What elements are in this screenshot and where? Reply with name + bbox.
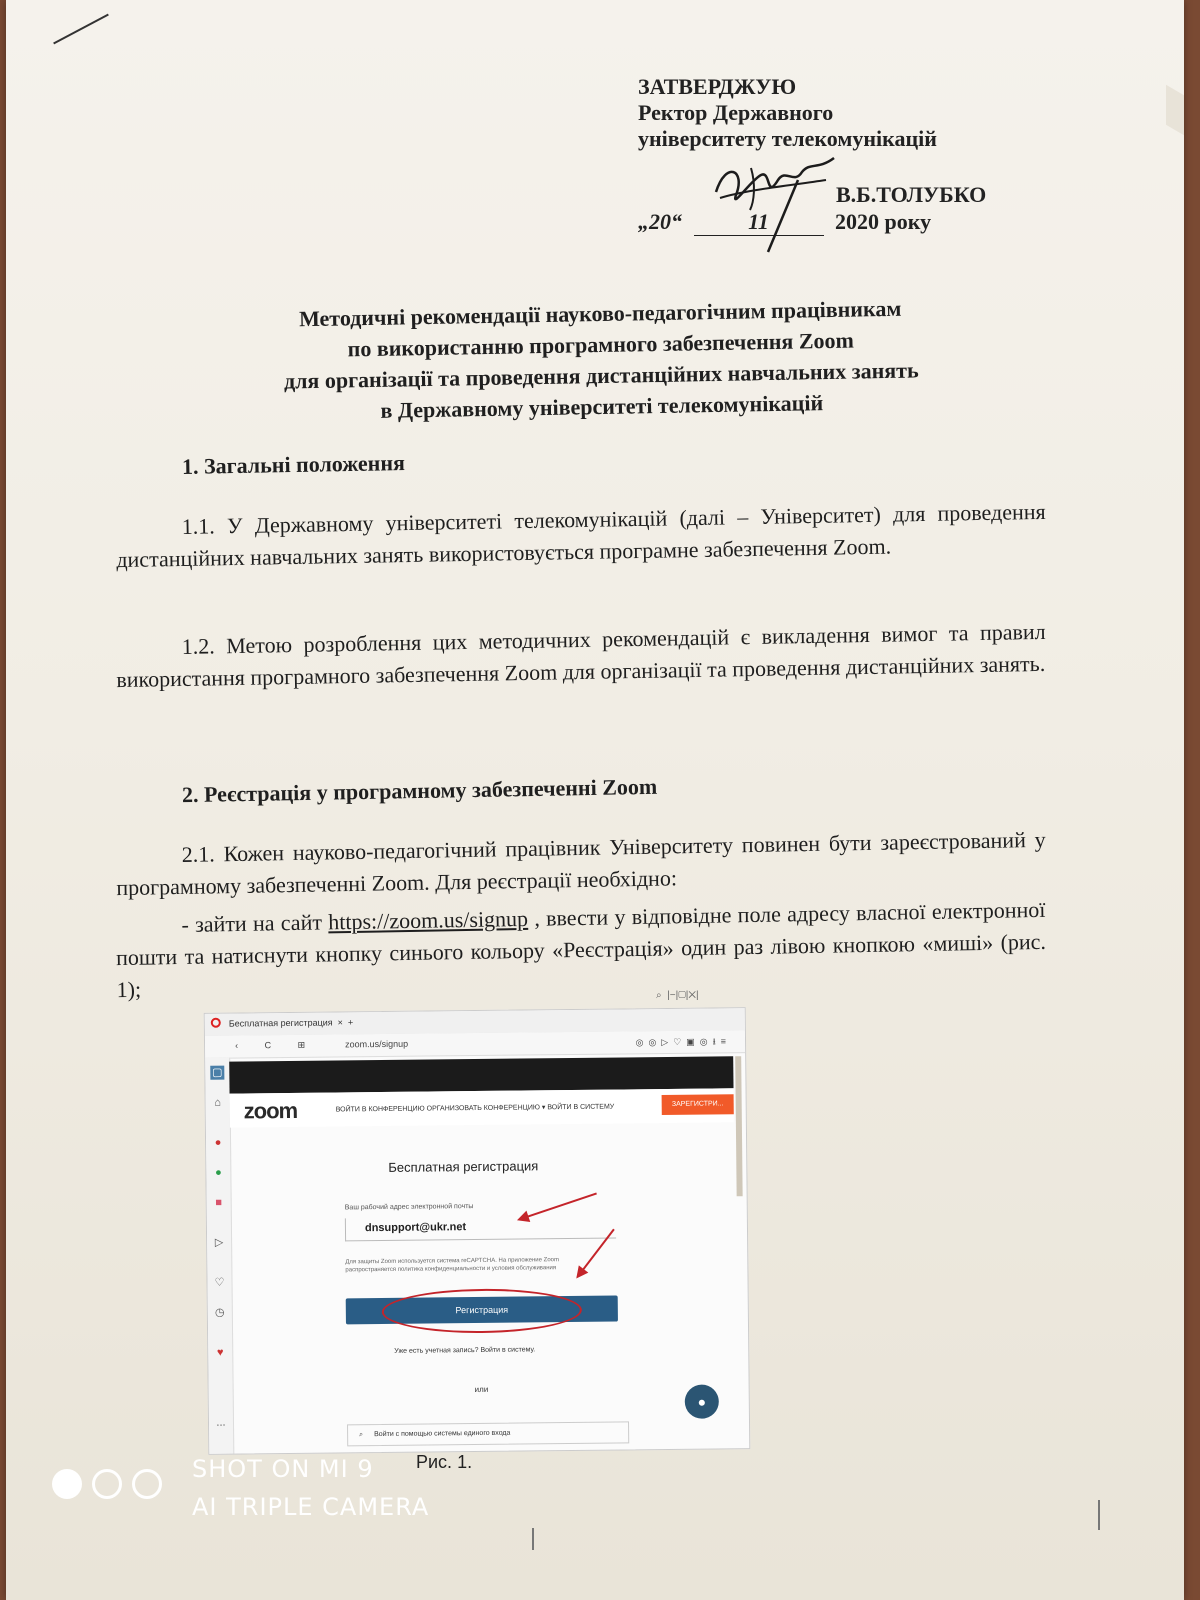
more-icon[interactable]: ... xyxy=(216,1416,226,1429)
chat-bubble-icon[interactable]: ● xyxy=(685,1384,719,1418)
paragraph-1-2 xyxy=(116,616,1047,696)
approval-month: 11 xyxy=(694,209,824,236)
title-line-2: по використанню програмного забезпечення Zoom xyxy=(347,327,855,362)
location-icon[interactable]: ♥ xyxy=(216,1346,224,1359)
signup-link[interactable]: https://zoom.us/signup xyxy=(328,905,529,935)
watermark-line-2: AI TRIPLE CAMERA xyxy=(192,1493,430,1521)
watermark-line-1: SHOT ON MI 9 xyxy=(192,1455,374,1483)
scrollbar[interactable] xyxy=(735,1056,742,1196)
toolbar-icons[interactable]: ◎◎▷♡▣◎⭳≡ xyxy=(635,1036,732,1048)
signature-image xyxy=(706,140,846,260)
camera-dots-icon xyxy=(52,1469,172,1505)
nav-buttons[interactable]: ‹ C ⊞ xyxy=(234,1039,318,1051)
home-icon[interactable]: ⌂ xyxy=(214,1096,222,1109)
form-title: Бесплатная регистрация xyxy=(388,1158,539,1175)
page-mark xyxy=(1098,1500,1100,1530)
highlight-ring xyxy=(382,1288,582,1334)
title-line-4: в Державному університеті телекомунікацій xyxy=(380,390,824,423)
messenger-icon[interactable]: ● xyxy=(214,1136,222,1149)
zoom-top-band xyxy=(229,1056,733,1093)
zoom-header xyxy=(230,1088,734,1127)
paragraph-1-1 xyxy=(116,496,1047,576)
recaptcha-notice: Для защиты Zoom используется система reCAPTCHA. На приложение Zoom распространяется политика конфиденциальности и условия обслуживания xyxy=(345,1257,560,1274)
url-field[interactable]: zoom.us/signup xyxy=(344,1038,409,1050)
bullet-text-start: - зайти на сайт xyxy=(181,909,329,937)
tab-close-icon[interactable]: × xyxy=(337,1017,343,1028)
zoom-signup-button[interactable]: ЗАРЕГИСТРИ... xyxy=(662,1094,734,1115)
pen-mark xyxy=(53,14,109,45)
address-bar xyxy=(205,1030,745,1059)
zoom-logo[interactable]: zoom xyxy=(243,1097,298,1124)
browser-tab-title: Бесплатная регистрация xyxy=(228,1017,333,1029)
history-icon[interactable]: ◷ xyxy=(214,1306,225,1319)
document-title xyxy=(205,291,997,429)
whatsapp-icon[interactable]: ● xyxy=(214,1166,222,1179)
paragraph-2-1 xyxy=(116,824,1047,904)
approval-day: „20“ xyxy=(638,209,682,234)
approval-name: В.Б.ТОЛУБКО xyxy=(836,182,987,207)
send-icon[interactable]: ▷ xyxy=(214,1236,224,1249)
search-icon: ⌕ xyxy=(359,1431,364,1439)
new-tab-icon[interactable]: + xyxy=(347,1017,354,1028)
figure-caption: Рис. 1. xyxy=(416,1452,473,1472)
paragraph-1-1-text: 1.1. У Державному університеті телекомунікацій (далі – Університет) для проведення дистанційних навчальних занять використовується програмне забезпечення Zoom. xyxy=(116,498,1046,573)
page-mark xyxy=(532,1528,534,1550)
paragraph-2-1-bullet xyxy=(115,894,1047,1006)
approval-position: Ректор Державного xyxy=(638,100,834,125)
section-2-heading: 2. Реєстрація у програмному забезпеченні Zoom xyxy=(181,773,658,808)
heart-icon[interactable]: ♡ xyxy=(214,1276,225,1289)
or-divider: или xyxy=(474,1384,489,1395)
email-label: Ваш рабочий адрес электронной почты xyxy=(344,1203,474,1212)
figure-screenshot xyxy=(204,1007,751,1455)
approval-organization: університету телекомунікацій xyxy=(638,126,937,151)
sso-button[interactable] xyxy=(347,1421,629,1446)
sso-label: Войти с помощью системы единого входа xyxy=(374,1429,511,1439)
title-line-1: Методичні рекомендації науково-педагогічним працівникам xyxy=(298,295,902,332)
email-value: dnsupport@ukr.net xyxy=(364,1221,467,1235)
approval-year: 2020 року xyxy=(835,209,932,234)
paper-corner xyxy=(1166,85,1184,135)
workspace-icon[interactable]: ▢ xyxy=(212,1066,223,1079)
register-button[interactable]: Регистрация xyxy=(346,1296,618,1325)
existing-account-link[interactable]: Уже есть учетная запись? Войти в систему. xyxy=(394,1346,536,1355)
opera-logo-icon xyxy=(211,1018,221,1028)
browser-tab[interactable] xyxy=(229,1017,353,1028)
instagram-icon[interactable]: ■ xyxy=(215,1196,223,1209)
approval-heading: ЗАТВЕРДЖУЮ xyxy=(638,74,797,99)
bullet-text-end: , ввести у відповідне поле адресу власної електронної пошти та натиснути кнопку синього кольору «Реєстрація» один раз лівою кнопкою «миші» (рис. 1); xyxy=(115,896,1047,1003)
window-control-icons: ⌕ |−|▢|✕| xyxy=(656,990,699,1001)
document-page xyxy=(6,0,1184,1600)
title-line-3: для організації та проведення дистанційних навчальних занять xyxy=(283,357,919,394)
paragraph-1-2-text: 1.2. Метою розроблення цих методичних рекомендацій є викладення вимог та правил використання програмного забезпечення Zoom для організації та проведення дистанційних занять. xyxy=(116,618,1046,693)
paragraph-2-1-text: 2.1. Кожен науково-педагогічний працівник Університету повинен бути зареєстрований у програмному забезпеченні Zoom. Для реєстрації необхідно: xyxy=(116,826,1046,901)
section-1-heading: 1. Загальні положення xyxy=(181,450,406,479)
zoom-menu[interactable]: ВОЙТИ В КОНФЕРЕНЦИЮ ОРГАНИЗОВАТЬ КОНФЕРЕНЦИЮ ▾ ВОЙТИ В СИСТЕМУ xyxy=(335,1103,615,1114)
